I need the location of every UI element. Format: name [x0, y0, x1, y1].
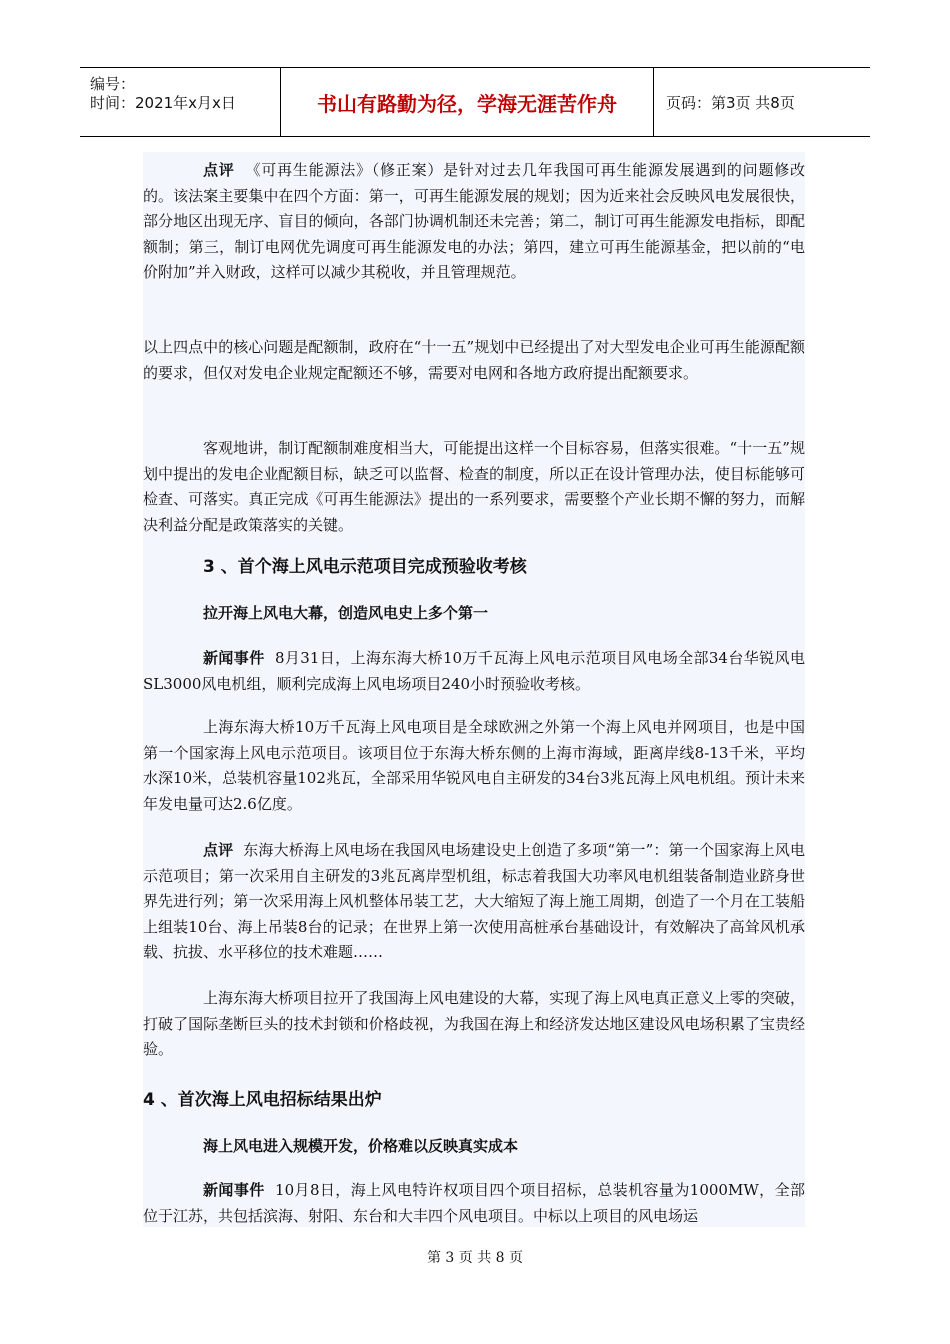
number-label: 编号：	[90, 75, 136, 93]
paragraph-news-1	[143, 646, 805, 697]
paragraph-core-issue: 以上四点中的核心问题是配额制，政府在“十一五”规划中已经提出了对大型发电企业可再生能源配额的要求，但仅对发电企业规定配额还不够，需要对电网和各地方政府提出配额要求。	[143, 338, 805, 382]
paragraph-news-2	[143, 1178, 805, 1229]
paragraph-text: 10月8日，海上风电特许权项目四个项目招标，总装机容量为1000MW，全部位于江苏，共包括滨海、射阳、东台和大丰四个风电项目。中标以上项目的风电场运	[143, 1181, 805, 1225]
paragraph-project-info: 上海东海大桥10万千瓦海上风电项目是全球欧洲之外第一个海上风电并网项目，也是中国第一个国家海上风电示范项目。该项目位于东海大桥东侧的上海市海域，距离岸线8-13千米，平均水深10米，总装机容量102兆瓦，全部采用华锐风电自主研发的34台3兆瓦海上风电机组。预计未来年发电量可达2.6亿度。	[143, 718, 805, 813]
comment-label: 点评	[203, 841, 234, 859]
section-heading-4: 4 、首次海上风电招标结果出炉	[143, 1090, 382, 1110]
paragraph-text: 8月31日，上海东海大桥10万千瓦海上风电示范项目风电场全部34台华锐风电SL3000风电机组，顺利完成海上风电场项目240小时预验收考核。	[143, 649, 805, 693]
news-label: 新闻事件	[203, 1181, 265, 1199]
section-subheading-4: 海上风电进入规模开发，价格难以反映真实成本	[203, 1137, 519, 1155]
paragraph-comment-2	[143, 838, 805, 966]
date-label: 时间：2021年x月x日	[90, 94, 236, 112]
header-meta	[80, 68, 281, 136]
page-header	[80, 67, 870, 137]
paragraph-objective: 客观地讲，制订配额制难度相当大，可能提出这样一个目标容易，但落实很难。“十一五”规划中提出的发电企业配额目标，缺乏可以监督、检查的制度，所以正在设计管理办法，使目标能够可检查、可落实。真正完成《可再生能源法》提出的一系列要求，需要整个产业长期不懈的努力，而解决利益分配是政策落实的关键。	[143, 439, 805, 534]
section-heading-3: 3 、首个海上风电示范项目完成预验收考核	[203, 557, 527, 577]
header-page-info: 页码：第3页 共8页	[666, 93, 795, 112]
section-subheading-3: 拉开海上风电大幕，创造风电史上多个第一	[203, 604, 489, 622]
page-footer: 第 3 页 共 8 页	[426, 1250, 524, 1266]
comment-label: 点评	[203, 161, 235, 179]
paragraph-significance: 上海东海大桥项目拉开了我国海上风电建设的大幕，实现了海上风电真正意义上零的突破，打破了国际垄断巨头的技术封锁和价格歧视，为我国在海上和经济发达地区建设风电场积累了宝贵经验。	[143, 989, 805, 1058]
paragraph-text: 《可再生能源法》（修正案）是针对过去几年我国可再生能源发展遇到的问题修改的。该法案主要集中在四个方面：第一，可再生能源发展的规划；因为近来社会反映风电发展很快，部分地区出现无序、盲目的倾向，各部门协调机制还未完善；第二，制订可再生能源发电指标，即配额制；第三，制订电网优先调度可再生能源发电的办法；第四，建立可再生能源基金，把以前的“电价附加”并入财政，这样可以减少其税收，并且管理规范。	[143, 161, 805, 281]
header-motto: 书山有路勤为径，学海无涯苦作舟	[281, 68, 654, 136]
news-label: 新闻事件	[203, 649, 265, 667]
paragraph-comment-1	[143, 158, 805, 286]
paragraph-text: 东海大桥海上风电场在我国风电场建设史上创造了多项“第一”：第一个国家海上风电示范项目；第一次采用自主研发的3兆瓦离岸型机组，标志着我国大功率风电机组装备制造业跻身世界先进行列；第一次采用海上风机整体吊装工艺，大大缩短了海上施工周期，创造了一个月在工装船上组装10台、海上吊装8台的记录；在世界上第一次使用高桩承台基础设计，有效解决了高耸风机承载、抗拔、水平移位的技术难题……	[143, 841, 805, 961]
